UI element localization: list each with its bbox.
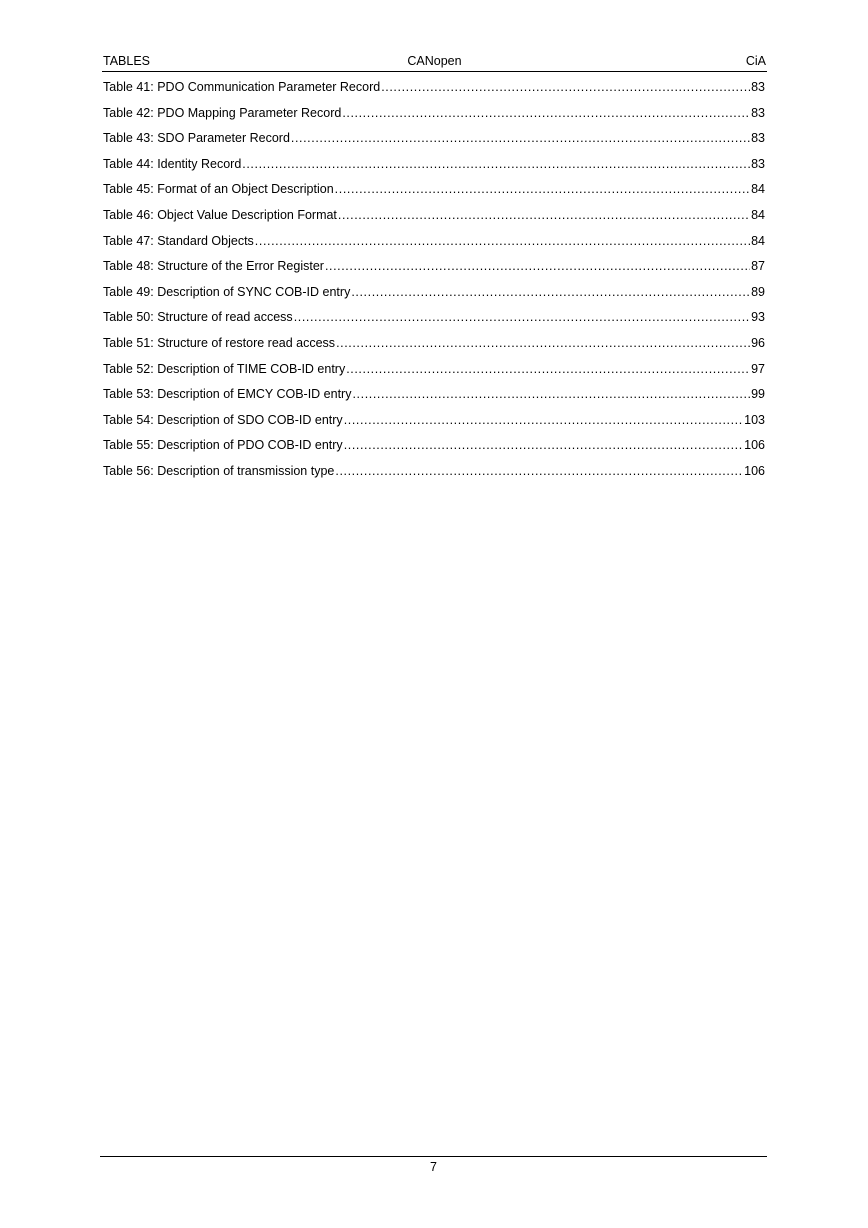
toc-entry-page-number: 106 bbox=[744, 438, 765, 453]
toc-entry-page-number: 83 bbox=[751, 156, 765, 171]
toc-entry-page-number: 103 bbox=[744, 412, 765, 427]
toc-entry-page-number: 84 bbox=[751, 233, 765, 248]
toc-entry-page-number: 97 bbox=[751, 361, 765, 376]
page-header bbox=[102, 53, 767, 72]
toc-entry[interactable] bbox=[102, 310, 765, 336]
toc-dot-leader bbox=[346, 362, 750, 376]
toc-dot-leader bbox=[291, 131, 750, 145]
table-of-contents bbox=[102, 80, 765, 490]
toc-entry-title: Table 53: Description of EMCY COB-ID entry bbox=[103, 387, 352, 402]
toc-entry-title: Table 56: Description of transmission type bbox=[103, 463, 335, 478]
toc-entry[interactable] bbox=[102, 438, 765, 464]
toc-entry-page-number: 84 bbox=[751, 182, 765, 197]
toc-entry-page-number: 83 bbox=[751, 80, 765, 94]
toc-entry-title: Table 41: PDO Communication Parameter Record bbox=[103, 80, 381, 94]
toc-entry[interactable] bbox=[102, 80, 765, 106]
toc-entry[interactable] bbox=[102, 157, 765, 183]
header-section-title: TABLES bbox=[103, 54, 151, 68]
toc-entry-page-number: 96 bbox=[751, 335, 765, 350]
toc-dot-leader bbox=[255, 234, 750, 248]
toc-entry-title: Table 45: Format of an Object Description bbox=[103, 182, 334, 197]
toc-entry[interactable] bbox=[102, 259, 765, 285]
toc-dot-leader bbox=[294, 310, 750, 324]
toc-dot-leader bbox=[335, 464, 743, 478]
toc-dot-leader bbox=[336, 336, 750, 350]
toc-entry-page-number: 83 bbox=[751, 131, 765, 146]
toc-dot-leader bbox=[342, 106, 750, 120]
header-document-title: CANopen bbox=[407, 54, 462, 68]
toc-entry[interactable] bbox=[102, 106, 765, 132]
toc-entry-page-number: 84 bbox=[751, 207, 765, 222]
toc-dot-leader bbox=[338, 208, 750, 222]
toc-entry-title: Table 51: Structure of restore read access bbox=[103, 335, 336, 350]
toc-entry-title: Table 49: Description of SYNC COB-ID entry bbox=[103, 284, 351, 299]
toc-entry[interactable] bbox=[102, 413, 765, 439]
toc-entry-page-number: 99 bbox=[751, 387, 765, 402]
toc-entry[interactable] bbox=[102, 336, 765, 362]
toc-dot-leader bbox=[344, 438, 743, 452]
page-number: 7 bbox=[430, 1160, 437, 1174]
header-organization: CiA bbox=[745, 54, 766, 68]
toc-entry[interactable] bbox=[102, 182, 765, 208]
toc-entry-title: Table 54: Description of SDO COB-ID entry bbox=[103, 412, 343, 427]
toc-entry[interactable] bbox=[102, 464, 765, 490]
toc-entry-title: Table 42: PDO Mapping Parameter Record bbox=[103, 105, 342, 120]
toc-entry-page-number: 89 bbox=[751, 284, 765, 299]
toc-dot-leader bbox=[344, 413, 743, 427]
toc-entry-title: Table 46: Object Value Description Format bbox=[103, 207, 337, 222]
toc-entry-page-number: 106 bbox=[744, 463, 765, 478]
toc-entry-page-number: 93 bbox=[751, 310, 765, 325]
toc-entry-page-number: 87 bbox=[751, 259, 765, 274]
toc-entry-title: Table 52: Description of TIME COB-ID entry bbox=[103, 361, 346, 376]
toc-entry-title: Table 43: SDO Parameter Record bbox=[103, 131, 290, 146]
page-footer bbox=[100, 1156, 767, 1174]
toc-entry[interactable] bbox=[102, 362, 765, 388]
toc-dot-leader bbox=[351, 285, 750, 299]
toc-dot-leader bbox=[381, 80, 750, 94]
toc-entry-title: Table 55: Description of PDO COB-ID entry bbox=[103, 438, 343, 453]
toc-dot-leader bbox=[352, 387, 750, 401]
toc-entry-title: Table 44: Identity Record bbox=[103, 156, 242, 171]
toc-entry[interactable] bbox=[102, 387, 765, 413]
toc-entry[interactable] bbox=[102, 131, 765, 157]
toc-entry-page-number: 83 bbox=[751, 105, 765, 120]
toc-dot-leader bbox=[242, 157, 750, 171]
toc-entry-title: Table 50: Structure of read access bbox=[103, 310, 293, 325]
toc-entry-title: Table 48: Structure of the Error Register bbox=[103, 259, 324, 274]
toc-dot-leader bbox=[325, 259, 750, 273]
toc-dot-leader bbox=[335, 182, 750, 196]
toc-entry-title: Table 47: Standard Objects bbox=[103, 233, 254, 248]
toc-entry[interactable] bbox=[102, 285, 765, 311]
toc-entry[interactable] bbox=[102, 208, 765, 234]
toc-entry[interactable] bbox=[102, 234, 765, 260]
